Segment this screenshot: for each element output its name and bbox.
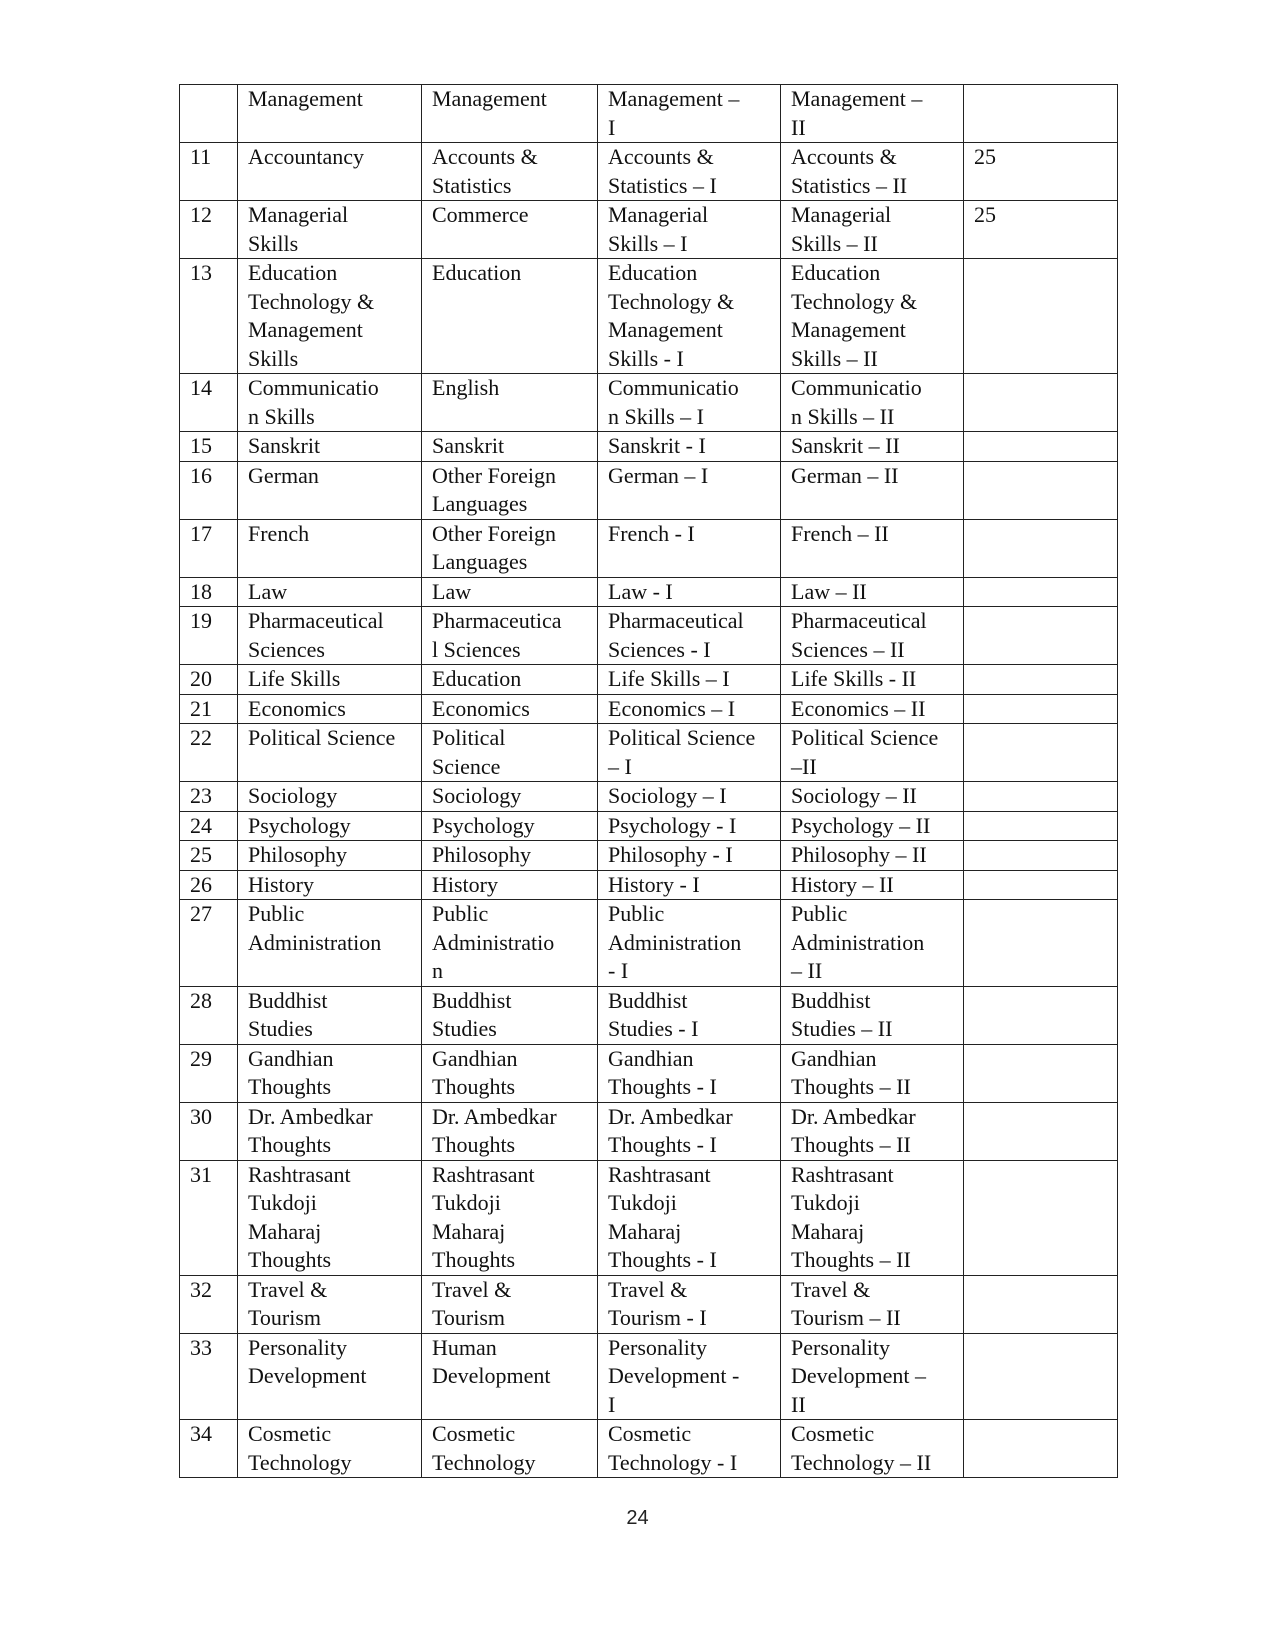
table-row [180,665,1118,695]
cell-subject-group: History [422,870,598,900]
cell-paper-1: German – I [598,461,781,519]
cell-paper-1: Life Skills – I [598,665,781,695]
cell-subject-group: Political Science [422,724,598,782]
cell-paper-1: Sociology – I [598,782,781,812]
cell-paper-1: Political Science – I [598,724,781,782]
cell-paper-1: Sanskrit - I [598,432,781,462]
cell-paper-1: French - I [598,519,781,577]
cell-subject: Management [238,85,422,143]
cell-seats [964,986,1118,1044]
cell-seats [964,1275,1118,1333]
cell-subject: Accountancy [238,143,422,201]
table-row [180,374,1118,432]
cell-paper-1: Cosmetic Technology - I [598,1420,781,1478]
cell-paper-1: Managerial Skills – I [598,201,781,259]
cell-paper-2: Public Administration – II [781,900,964,987]
cell-subject-group: Other Foreign Languages [422,519,598,577]
table-row [180,986,1118,1044]
cell-subject: Economics [238,694,422,724]
cell-serial-number: 34 [180,1420,238,1478]
table-row [180,143,1118,201]
cell-seats [964,694,1118,724]
table-row [180,841,1118,871]
table-row [180,577,1118,607]
table-row [180,85,1118,143]
cell-serial-number: 31 [180,1160,238,1275]
cell-subject-group: Sanskrit [422,432,598,462]
cell-subject: Political Science [238,724,422,782]
cell-serial-number: 16 [180,461,238,519]
cell-paper-2: German – II [781,461,964,519]
cell-subject: Buddhist Studies [238,986,422,1044]
cell-paper-1: History - I [598,870,781,900]
table-row [180,1160,1118,1275]
cell-paper-2: Sociology – II [781,782,964,812]
cell-serial-number: 30 [180,1102,238,1160]
cell-subject-group: Human Development [422,1333,598,1420]
cell-serial-number: 32 [180,1275,238,1333]
table-row [180,607,1118,665]
table-row [180,432,1118,462]
cell-serial-number: 26 [180,870,238,900]
cell-seats [964,1044,1118,1102]
cell-subject: Travel & Tourism [238,1275,422,1333]
cell-subject-group: Public Administratio n [422,900,598,987]
cell-paper-2: Cosmetic Technology – II [781,1420,964,1478]
cell-serial-number: 18 [180,577,238,607]
cell-serial-number: 23 [180,782,238,812]
cell-subject-group: Rashtrasant Tukdoji Maharaj Thoughts [422,1160,598,1275]
cell-seats [964,1420,1118,1478]
cell-paper-2: Sanskrit – II [781,432,964,462]
cell-subject-group: English [422,374,598,432]
cell-subject: Public Administration [238,900,422,987]
cell-seats [964,519,1118,577]
cell-paper-2: Buddhist Studies – II [781,986,964,1044]
cell-seats [964,841,1118,871]
cell-subject-group: Commerce [422,201,598,259]
table-row [180,259,1118,374]
page-number: 24 [626,1507,649,1529]
table-row [180,1102,1118,1160]
cell-serial-number: 27 [180,900,238,987]
cell-paper-1: Travel & Tourism - I [598,1275,781,1333]
subjects-table [179,84,1118,1478]
cell-subject-group: Buddhist Studies [422,986,598,1044]
cell-subject: Psychology [238,811,422,841]
cell-paper-2: Management – II [781,85,964,143]
cell-paper-1: Economics – I [598,694,781,724]
cell-seats [964,665,1118,695]
table-body [180,85,1118,1478]
cell-seats [964,432,1118,462]
cell-subject-group: Philosophy [422,841,598,871]
cell-paper-2: Communicatio n Skills – II [781,374,964,432]
cell-subject-group: Dr. Ambedkar Thoughts [422,1102,598,1160]
cell-subject-group: Psychology [422,811,598,841]
cell-paper-1: Accounts & Statistics – I [598,143,781,201]
cell-seats: 25 [964,201,1118,259]
cell-subject: Personality Development [238,1333,422,1420]
cell-paper-2: Psychology – II [781,811,964,841]
cell-subject-group: Law [422,577,598,607]
cell-seats [964,900,1118,987]
cell-paper-2: Life Skills - II [781,665,964,695]
cell-paper-1: Dr. Ambedkar Thoughts - I [598,1102,781,1160]
cell-subject: Gandhian Thoughts [238,1044,422,1102]
cell-subject: Sanskrit [238,432,422,462]
cell-seats [964,259,1118,374]
cell-paper-1: Philosophy - I [598,841,781,871]
cell-paper-1: Pharmaceutical Sciences - I [598,607,781,665]
cell-paper-1: Law - I [598,577,781,607]
cell-paper-2: Managerial Skills – II [781,201,964,259]
cell-paper-1: Personality Development - I [598,1333,781,1420]
cell-subject-group: Education [422,259,598,374]
cell-seats [964,577,1118,607]
cell-subject-group: Other Foreign Languages [422,461,598,519]
cell-seats [964,1102,1118,1160]
cell-subject: French [238,519,422,577]
cell-subject-group: Education [422,665,598,695]
cell-serial-number: 28 [180,986,238,1044]
cell-subject: Sociology [238,782,422,812]
cell-serial-number: 17 [180,519,238,577]
cell-paper-2: Gandhian Thoughts – II [781,1044,964,1102]
cell-subject-group: Accounts & Statistics [422,143,598,201]
cell-subject: Education Technology & Management Skills [238,259,422,374]
cell-subject: German [238,461,422,519]
cell-seats [964,1160,1118,1275]
cell-serial-number: 20 [180,665,238,695]
table-row [180,1420,1118,1478]
cell-paper-2: Economics – II [781,694,964,724]
table-row [180,1275,1118,1333]
cell-serial-number: 14 [180,374,238,432]
cell-paper-2: Personality Development – II [781,1333,964,1420]
cell-paper-1: Psychology - I [598,811,781,841]
cell-paper-1: Rashtrasant Tukdoji Maharaj Thoughts - I [598,1160,781,1275]
cell-paper-2: Pharmaceutical Sciences – II [781,607,964,665]
cell-serial-number: 13 [180,259,238,374]
cell-seats [964,724,1118,782]
cell-seats [964,1333,1118,1420]
cell-serial-number: 11 [180,143,238,201]
cell-serial-number: 25 [180,841,238,871]
table-row [180,1044,1118,1102]
cell-paper-2: Education Technology & Management Skills – II [781,259,964,374]
cell-subject: Life Skills [238,665,422,695]
cell-subject: Pharmaceutical Sciences [238,607,422,665]
table-row [180,870,1118,900]
cell-paper-2: Accounts & Statistics – II [781,143,964,201]
cell-paper-2: Travel & Tourism – II [781,1275,964,1333]
cell-seats [964,811,1118,841]
cell-seats [964,374,1118,432]
cell-subject: History [238,870,422,900]
cell-seats [964,782,1118,812]
table-row [180,694,1118,724]
cell-seats [964,870,1118,900]
cell-paper-2: Law – II [781,577,964,607]
cell-subject-group: Gandhian Thoughts [422,1044,598,1102]
table-row [180,811,1118,841]
cell-seats [964,461,1118,519]
cell-serial-number: 12 [180,201,238,259]
cell-serial-number: 21 [180,694,238,724]
table-row [180,1333,1118,1420]
cell-subject-group: Travel & Tourism [422,1275,598,1333]
cell-paper-1: Management – I [598,85,781,143]
table-row [180,900,1118,987]
table-row [180,519,1118,577]
table-row [180,201,1118,259]
cell-seats: 25 [964,143,1118,201]
cell-serial-number: 19 [180,607,238,665]
table-row [180,724,1118,782]
table-row [180,461,1118,519]
cell-paper-1: Buddhist Studies - I [598,986,781,1044]
cell-paper-1: Public Administration - I [598,900,781,987]
cell-subject-group: Cosmetic Technology [422,1420,598,1478]
cell-subject: Rashtrasant Tukdoji Maharaj Thoughts [238,1160,422,1275]
cell-subject-group: Pharmaceutica l Sciences [422,607,598,665]
cell-paper-2: Political Science –II [781,724,964,782]
cell-subject: Communicatio n Skills [238,374,422,432]
cell-paper-1: Gandhian Thoughts - I [598,1044,781,1102]
cell-subject-group: Economics [422,694,598,724]
cell-subject: Managerial Skills [238,201,422,259]
cell-seats [964,85,1118,143]
cell-subject-group: Management [422,85,598,143]
cell-serial-number: 22 [180,724,238,782]
cell-paper-2: Dr. Ambedkar Thoughts – II [781,1102,964,1160]
cell-paper-2: French – II [781,519,964,577]
cell-serial-number: 15 [180,432,238,462]
cell-paper-2: Philosophy – II [781,841,964,871]
cell-paper-2: History – II [781,870,964,900]
cell-paper-2: Rashtrasant Tukdoji Maharaj Thoughts – II [781,1160,964,1275]
cell-serial-number: 29 [180,1044,238,1102]
cell-subject: Law [238,577,422,607]
cell-paper-1: Education Technology & Management Skills - I [598,259,781,374]
cell-subject: Philosophy [238,841,422,871]
cell-subject-group: Sociology [422,782,598,812]
cell-serial-number: 33 [180,1333,238,1420]
table-row [180,782,1118,812]
cell-serial-number [180,85,238,143]
cell-subject: Cosmetic Technology [238,1420,422,1478]
cell-subject: Dr. Ambedkar Thoughts [238,1102,422,1160]
cell-serial-number: 24 [180,811,238,841]
cell-paper-1: Communicatio n Skills – I [598,374,781,432]
cell-seats [964,607,1118,665]
